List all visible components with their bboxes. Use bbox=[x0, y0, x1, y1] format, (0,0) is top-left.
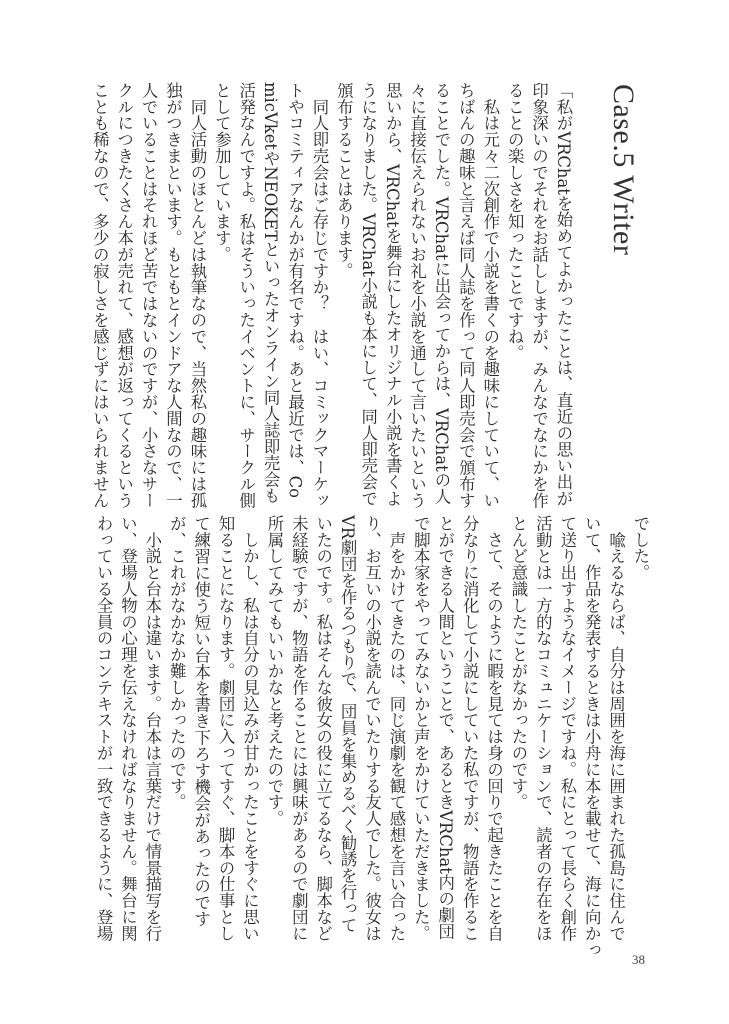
lower-text-block bbox=[91, 515, 652, 958]
text-line: 声をかけてきたのは、同じ演劇を観て感想を言い合った bbox=[386, 515, 406, 942]
text-line: とができる人間ということで、あるときVRChat内の劇団 bbox=[435, 515, 455, 940]
text-line: ることでした。VRChatに出会ってからは、VRChatの人 bbox=[431, 82, 451, 505]
text-line: 活発なんですよ。私はそういったイベントに、サークル側 bbox=[236, 82, 256, 509]
text-line: さて、そのように暇を見ては身の回りで起きたことを自 bbox=[484, 515, 504, 942]
text-line: 人でいることはそれほど苦ではないのですが、小さなサー bbox=[139, 82, 159, 509]
text-line: わっている全員のコンテキストが一致できるように、登場 bbox=[94, 515, 114, 942]
text-line: ことも稀なので、多少の寂しさを感じずにはいられません bbox=[90, 82, 110, 509]
text-line: クルにつきたくさん本が売れて、感想が返ってくるという bbox=[114, 82, 134, 509]
text-line: 活動とは一方的なコミュニケーションで、読者の存在をほ bbox=[533, 515, 553, 942]
text-line: 「私がVRChatを始めてよかったことは、直近の思い出が bbox=[554, 82, 573, 507]
upper-text-block bbox=[87, 82, 575, 509]
text-line: で脚本家をやってみないかと声をかけていただきました。 bbox=[411, 515, 431, 942]
text-line: micVketやNEOKETといったオンライン同人誌即売会も bbox=[261, 82, 281, 504]
text-line: 所属してみてもいいかなと考えたのです。 bbox=[264, 515, 284, 827]
text-line: でした。 bbox=[631, 515, 650, 581]
text-line: VR劇団を作るつもりで、団員を集めるべく勧誘を行って bbox=[338, 515, 358, 933]
text-line: いたのです。私はそんな彼女の役に立てるなら、脚本など bbox=[313, 515, 333, 942]
text-line: ることの楽しさを知ったことですね。 bbox=[505, 82, 525, 361]
text-line: り、お互いの小説を読んでいたりする友人でした。彼女は bbox=[362, 515, 382, 942]
page-number: 38 bbox=[632, 952, 645, 967]
text-line: 分なりに消化して小説にしていた私ですが、物語を作るこ bbox=[460, 515, 480, 942]
text-line: 頒布することはあります。 bbox=[334, 82, 354, 279]
text-line: ちばんの趣味と言えば同人誌を作って同人即売会で頒布す bbox=[456, 82, 476, 509]
chapter-title: Case.5 Writer bbox=[607, 84, 640, 256]
text-line: 私は元々二次創作で小説を書くのを趣味にしていて、い bbox=[480, 82, 500, 509]
text-line: 喩えるならば、自分は周囲を海に囲まれた孤島に住んで bbox=[606, 515, 626, 942]
text-line: 小説と台本は違います。台本は言葉だけで情景描写を行 bbox=[142, 515, 162, 942]
text-line: トやコミティアなんかが有名ですね。あと最近では、Co bbox=[285, 82, 305, 499]
text-line: 印象深いのでそれをお話ししますが、みんなでなにかを作 bbox=[529, 82, 549, 509]
text-line: 未経験ですが、物語を作ることには興味があるので劇団に bbox=[289, 515, 309, 942]
text-line: て送り出すようなイメージですね。私にとって長らく創作 bbox=[557, 515, 577, 942]
text-line: として参加しています。 bbox=[212, 82, 232, 263]
text-line: 々に直接伝えられないお礼を小説を通して言いたいという bbox=[407, 82, 427, 509]
text-line: 同人即売会はご存じですか？ はい、コミックマーケッ bbox=[309, 82, 329, 509]
text-line: が、これがなかなか難しかったのです。 bbox=[167, 515, 187, 811]
text-line: いて、作品を発表するときは小舟に本を載せて、海に向かっ bbox=[582, 515, 602, 958]
text-line: とんど意識したことがなかったのです。 bbox=[508, 515, 528, 811]
text-line: 独がつきまといます。もともとインドアな人間なので、一 bbox=[163, 82, 183, 509]
text-line: うになりました。VRChat小説も本にして、同人即売会で bbox=[358, 82, 378, 507]
text-line: て練習に使う短い台本を書き下ろす機会があったのです bbox=[191, 515, 211, 927]
text-line: 同人活動のほとんどは執筆なので、当然私の趣味には孤 bbox=[187, 82, 207, 509]
text-line: 思いから、VRChatを舞台にしたオリジナル小説を書くよ bbox=[383, 82, 403, 507]
text-line: い、登場人物の心理を伝えなければなりません。舞台に関 bbox=[118, 515, 138, 942]
text-line: しかし、私は自分の見込みが甘かったことをすぐに思い bbox=[240, 515, 260, 942]
text-line: 知ることになります。劇団に入ってすぐ、脚本の仕事とし bbox=[216, 515, 236, 942]
